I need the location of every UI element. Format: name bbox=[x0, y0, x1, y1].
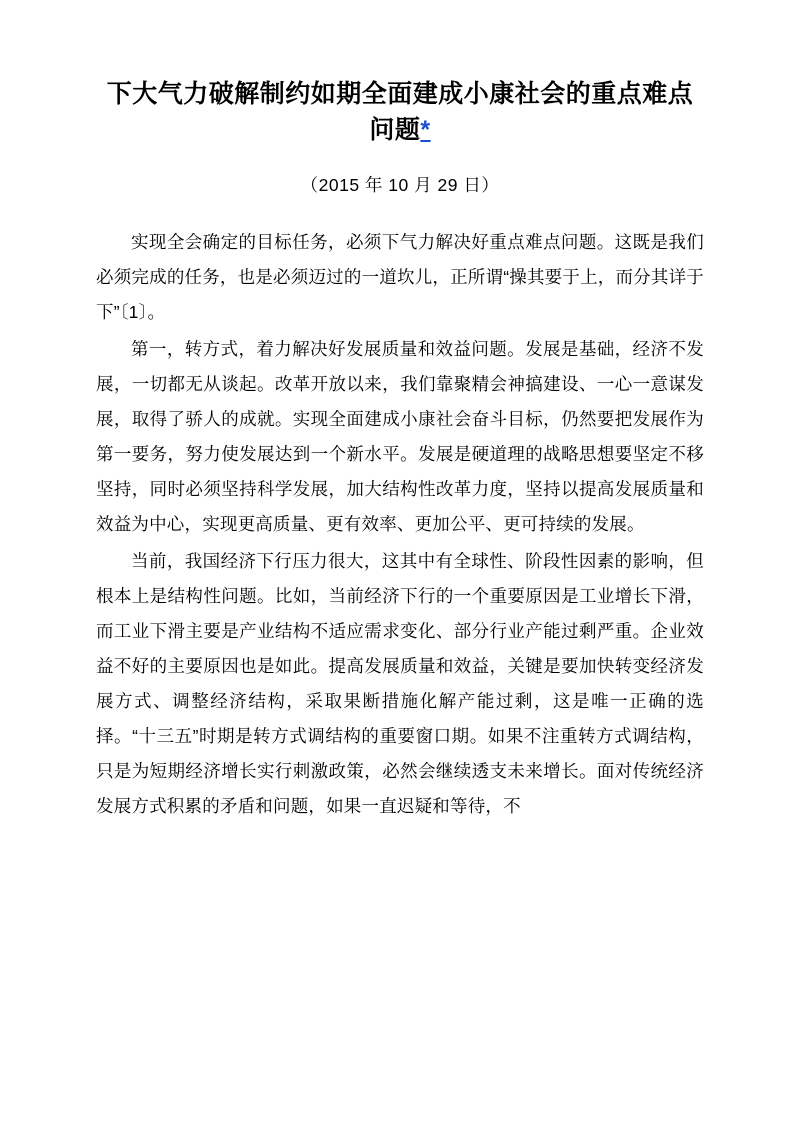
document-date: （2015 年 10 月 29 日） bbox=[300, 174, 500, 195]
paragraph: 实现全会确定的目标任务，必须下气力解决好重点难点问题。这既是我们必须完成的任务，也是必须迈过的一道坎儿，正所谓“操其要于上，而分其详于下”〔1〕。 bbox=[96, 231, 704, 322]
document-body bbox=[96, 225, 704, 824]
footnote-marker: * bbox=[420, 116, 431, 145]
page-title bbox=[96, 76, 704, 149]
paragraph: 第一，转方式，着力解决好发展质量和效益问题。发展是基础，经济不发展，一切都无从谈起。改革开放以来，我们靠聚精会神搞建设、一心一意谋发展，取得了骄人的成就。实现全面建成小康社会奋斗目标，仍然要把发展作为第一要务，努力使发展达到一个新水平。发展是硬道理的战略思想要坚定不移坚持，同时必须坚持科学发展，加大结构性改革力度，坚持以提高发展质量和效益为中心，实现更高质量、更有效率、更加公平、更可持续的发展。 bbox=[96, 338, 704, 534]
paragraph: 当前，我国经济下行压力很大，这其中有全球性、阶段性因素的影响，但根本上是结构性问题。比如，当前经济下行的一个重要原因是工业增长下滑，而工业下滑主要是产业结构不适应需求变化、部分行业产能过剩严重。企业效益不好的主要原因也是如此。提高发展质量和效益，关键是要加快转变经济发展方式、调整经济结构，采取果断措施化解产能过剩，这是唯一正确的选择。“十三五”时期是转方式调结构的重要窗口期。如果不注重转方式调结构，只是为短期经济增长实行刺激政策，必然会继续透支未来增长。面对传统经济发展方式积累的矛盾和问题，如果一直迟疑和等待，不 bbox=[96, 550, 704, 816]
page-title-text: 下大气力破解制约如期全面建成小康社会的重点难点问题 bbox=[106, 80, 694, 145]
